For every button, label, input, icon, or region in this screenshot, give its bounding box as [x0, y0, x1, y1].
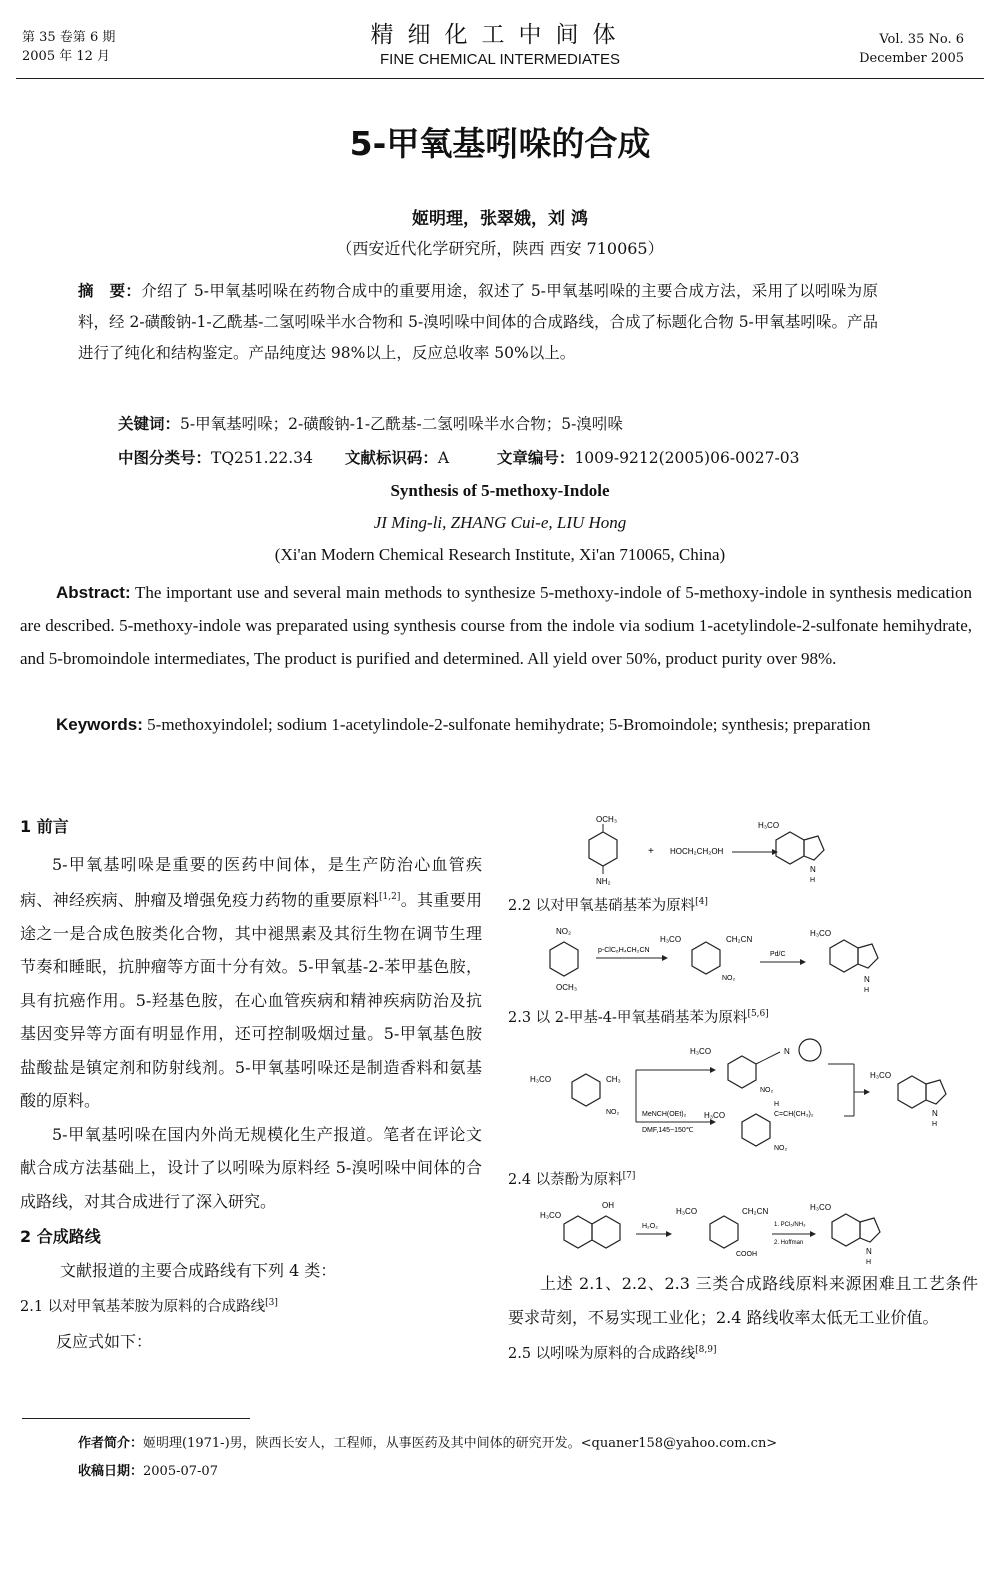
- section-2-intro: 文献报道的主要合成路线有下列 4 类：: [60, 1260, 337, 1280]
- section-1-p1-rest: 。其重要用途之一是合成色胺类化合物，其中褪黑素及其衍生物在调节生理节奏和睡眠，抗肿瘤等方面十分有效。5-甲氧基-2-苯甲基色胺，具有抗癌作用。5-羟基色胺，在心血管疾病和精神疾病防治及抗基因变异等方面有明显作用，还可控制吸烟过量。5-甲氧基色胺盐酸盐是镇定剂和防射线剂。5-甲氧基吲哚还是制造香料和氨基酸的原料。: [20, 890, 482, 1111]
- journal-name-en: FINE CHEMICAL INTERMEDIATES: [379, 51, 621, 68]
- scheme3-indole-pyrrole: [926, 1080, 946, 1104]
- scheme3-lower-h3co: H₃CO: [704, 1111, 726, 1120]
- abstract-en-text: The important use and several main methods to synthesize 5-methoxy-indole of 5-methoxy-indole in synthesis medication are described. 5-methoxy-indole was preparated using synthesis course from the indole via sodium 1-acetylindole-2-sulfonate hemihydrate, and 5-bromoindole intermediates, The product is purified and determined. All yield over 50%, product purity over 98%.: [20, 583, 973, 668]
- journal-name-cn: 精细化工中间体: [370, 22, 630, 48]
- scheme2-cond-2: Pd/C: [770, 951, 786, 958]
- date-cn: 2005 年 12 月: [22, 49, 111, 64]
- scheme2-no2: NO₂: [556, 927, 572, 936]
- keywords-en: [20, 708, 972, 741]
- abstract-en: [20, 576, 972, 675]
- scheme3-no2: NO₂: [606, 1109, 620, 1116]
- keywords-cn-text: 5-甲氧基吲哚；2-磺酸钠-1-乙酰基-二氢吲哚半水合物；5-溴吲哚: [180, 415, 623, 433]
- section-2-4-text: 2.4 以萘酚为原料: [508, 1172, 623, 1188]
- section-2-5-heading: [508, 1334, 978, 1371]
- affiliation-cn: （西安近代化学研究所，陕西 西安 710065）: [336, 239, 664, 258]
- scheme2-cond-1: p-ClC₆H₄CH₂CN: [598, 947, 650, 954]
- scheme3-h3co: H₃CO: [530, 1075, 552, 1084]
- scheme4-nh: N: [866, 1247, 872, 1256]
- ref-3: [3]: [265, 1298, 278, 1309]
- section-2-1-text: 2.1 以对甲氧基苯胺为原料的合成路线: [20, 1299, 266, 1316]
- section-2-1-heading: [20, 1287, 482, 1324]
- scheme2-indole-benzene: [830, 940, 858, 972]
- scheme4-cooh: COOH: [736, 1251, 757, 1258]
- volume-en: Vol. 35 No. 6: [879, 32, 964, 47]
- english-authors: JI Ming-li, ZHANG Cui-e, LIU Hong: [373, 513, 627, 532]
- keywords-en-text: 5-methoxyindolel; sodium 1-acetylindole-2-sulfonate hemihydrate; 5-Bromoindole; synthesis; preparation: [147, 715, 871, 734]
- reaction-scheme-2-1: [510, 812, 980, 894]
- doc-code-label: 文献标识码：: [344, 449, 438, 467]
- ref-7: [7]: [622, 1171, 636, 1182]
- scheme1-plus: +: [648, 846, 654, 857]
- scheme4-arrowhead-1: [666, 1231, 672, 1237]
- scheme3-nh: N: [932, 1109, 938, 1118]
- scheme2-h3co: H₃CO: [660, 935, 682, 944]
- scheme1-indole-benzene: [776, 832, 804, 864]
- scheme1-och3-label: OCH₃: [596, 815, 618, 824]
- paper-title: 5-甲氧基吲哚的合成: [349, 124, 651, 163]
- section-2-4-heading: [508, 1168, 635, 1189]
- section-2-2-heading: [508, 894, 708, 915]
- scheme4-h3co: H₃CO: [540, 1211, 562, 1220]
- section-1-heading: 1 前言: [20, 817, 69, 836]
- scheme2-och3: OCH₃: [556, 983, 578, 992]
- section-2-3-heading: [508, 1006, 769, 1027]
- volume-cn: 第 35 卷第 6 期: [22, 30, 116, 45]
- scheme3-vinyl-bond: [756, 1052, 780, 1064]
- scheme1-indole-pyrrole: [804, 836, 824, 860]
- scheme4-indole-pyrrole: [860, 1218, 880, 1242]
- scheme4-cond-1: H₂O₂: [642, 1223, 658, 1230]
- scheme4-product-h3co: H₃CO: [810, 1203, 832, 1212]
- scheme1-product-h3co: H₃CO: [758, 821, 780, 830]
- scheme3-lower-h: H: [774, 1101, 780, 1108]
- scheme3-lower-ring: [742, 1114, 770, 1146]
- author-bio-label: 作者简介：: [78, 1436, 144, 1451]
- scheme2-benzene-ring: [550, 942, 578, 976]
- scheme3-upper-ring: [728, 1056, 756, 1088]
- scheme3-upper-arrowhead: [710, 1067, 716, 1073]
- scheme4-naphthol-ring-1: [564, 1216, 592, 1248]
- author-bio-text: 姬明理(1971-)男，陕西长安人，工程师，从事医药及其中间体的研究开发。<quaner158@yahoo.com.cn>: [143, 1436, 778, 1451]
- scheme4-step-1: 1. PCl₅/NH₃: [774, 1222, 806, 1228]
- scheme2-arrowhead-1: [662, 955, 668, 961]
- scheme2-product-h3co: H₃CO: [810, 929, 832, 938]
- left-column: [20, 810, 482, 1358]
- scheme4-mid-h3co: H₃CO: [676, 1207, 698, 1216]
- section-2-5-text: 2.5 以吲哚为原料的合成路线: [508, 1345, 696, 1362]
- scheme3-temp: DMF,145~150℃: [642, 1127, 694, 1134]
- reaction-scheme-2-4: [510, 1196, 980, 1266]
- scheme1-h: H: [810, 877, 816, 884]
- keywords-en-label: Keywords:: [56, 715, 143, 734]
- reaction-scheme-2-2: [510, 922, 980, 1000]
- abstract-cn: [78, 276, 878, 369]
- section-2-heading: 2 合成路线: [20, 1227, 101, 1247]
- scheme2-no2-b: NO₂: [722, 975, 736, 982]
- authors-cn: 姬明理，张翠娥，刘 鸿: [412, 209, 588, 229]
- ref-1-2: [1,2]: [379, 892, 401, 902]
- scheme3-product-h3co: H₃CO: [870, 1071, 892, 1080]
- scheme4-step-2: 2. Hoffman: [774, 1240, 804, 1246]
- scheme1-arrowhead: [772, 849, 778, 855]
- scheme2-h: H: [864, 987, 870, 994]
- abstract-cn-label: 摘 要：: [78, 282, 142, 300]
- scheme3-upper-no2: NO₂: [760, 1087, 774, 1094]
- scheme3-start-ring: [572, 1074, 600, 1106]
- clc-label: 中图分类号：: [118, 449, 212, 467]
- keywords-cn: [118, 412, 918, 434]
- journal-masthead: [0, 16, 1000, 68]
- scheme3-final-arrowhead: [864, 1089, 870, 1095]
- reaction-scheme-2-3: [510, 1036, 980, 1158]
- footnote-rule: [22, 1418, 250, 1419]
- scheme2-indole-pyrrole: [858, 944, 878, 968]
- date-en: December 2005: [859, 51, 964, 66]
- ref-4: [4]: [695, 897, 708, 908]
- section-1-paragraph-1: [20, 848, 482, 1118]
- clc-value: TQ251.22.34: [211, 449, 313, 467]
- ref-8-9: [8,9]: [695, 1345, 717, 1355]
- scheme4-h: H: [866, 1259, 872, 1266]
- right-column-text: [508, 1267, 978, 1371]
- scheme3-upper-n: N: [784, 1047, 790, 1056]
- english-title: Synthesis of 5-methoxy-Indole: [390, 481, 610, 500]
- scheme3-lower-no2: NO₂: [774, 1145, 788, 1152]
- scheme3-upper-h3co: H₃CO: [690, 1047, 712, 1056]
- section-2-3-text: 2.3 以 2-甲基-4-甲氧基硝基苯为原料: [508, 1010, 748, 1026]
- scheme4-intermediate-ring: [710, 1216, 738, 1248]
- scheme4-ch2cn: CH₂CN: [742, 1207, 769, 1216]
- scheme2-ch2cn: CH₂CN: [726, 935, 753, 944]
- abstract-en-label: Abstract:: [56, 583, 131, 602]
- scheme2-intermediate-ring: [692, 942, 720, 974]
- scheme3-ch3: CH₃: [606, 1075, 621, 1084]
- article-no-label: 文章编号：: [496, 449, 575, 467]
- scheme1-reagent: HOCH₂CH₂OH: [670, 847, 724, 856]
- scheme4-arrowhead-2: [810, 1231, 816, 1237]
- issue-info-en: [859, 30, 964, 68]
- scheme3-vinyl: C=CH(CH₃)₂: [774, 1111, 814, 1118]
- scheme4-naphthol-ring-2: [592, 1216, 620, 1248]
- section-1-paragraph-2: 5-甲氧基吲哚在国内外尚无规模化生产报道。笔者在评论文献合成方法基础上，设计了以吲哚为原料经 5-溴吲哚中间体的合成路线，对其合成进行了深入研究。: [20, 1124, 482, 1211]
- author-bio: [78, 1432, 777, 1451]
- scheme3-piperidine-ring: [799, 1039, 821, 1061]
- classification-line: [118, 446, 938, 468]
- scheme3-indole-benzene: [898, 1076, 926, 1108]
- header-rule: [16, 78, 984, 79]
- scheme1-nh2-label: NH₂: [596, 877, 611, 886]
- scheme1-benzene-ring: [589, 832, 617, 866]
- scheme1-nh: N: [810, 865, 816, 874]
- reaction-intro: 反应式如下：: [56, 1331, 153, 1351]
- scheme3-cond: MeNCH(OEt)₂: [642, 1111, 687, 1118]
- scheme3-h: H: [932, 1121, 938, 1128]
- scheme2-arrowhead-2: [800, 959, 806, 965]
- doc-code-value: A: [437, 449, 450, 467]
- received-date-label: 收稿日期：: [78, 1464, 144, 1479]
- english-affiliation: (Xi'an Modern Chemical Research Institute, Xi'an 710065, China): [274, 545, 726, 564]
- article-no-value: 1009-9212(2005)06-0027-03: [574, 449, 800, 467]
- section-1-p1-text: 5-甲氧基吲哚是重要的医药中间体，是生产防治心血管疾病、神经疾病、肿瘤及增强免疫力药物的重要原料: [20, 854, 482, 910]
- received-date: [78, 1460, 218, 1479]
- received-date-text: 2005-07-07: [143, 1464, 218, 1479]
- section-2-4-comment: 上述 2.1、2.2、2.3 三类合成路线原料来源困难且工艺条件要求苛刻，不易实现工业化；2.4 路线收率太低无工业价值。: [508, 1274, 978, 1327]
- ref-5-6: [5,6]: [747, 1009, 769, 1020]
- scheme4-oh: OH: [602, 1201, 614, 1210]
- scheme4-indole-benzene: [832, 1214, 860, 1246]
- scheme2-nh: N: [864, 975, 870, 984]
- abstract-cn-text: 介绍了 5-甲氧基吲哚在药物合成中的重要用途，叙述了 5-甲氧基吲哚的主要合成方法，采用了以吲哚为原料，经 2-磺酸钠-1-乙酰基-二氢吲哚半水合物和 5-溴吲哚中间体的合成路线，合成了标题化合物 5-甲氧基吲哚。产品进行了纯化和结构鉴定。产品纯度达 98%以上，反应总收率 50%以上。: [78, 282, 878, 362]
- section-2-2-text: 2.2 以对甲氧基硝基苯为原料: [508, 898, 696, 914]
- keywords-cn-label: 关键词：: [118, 415, 181, 433]
